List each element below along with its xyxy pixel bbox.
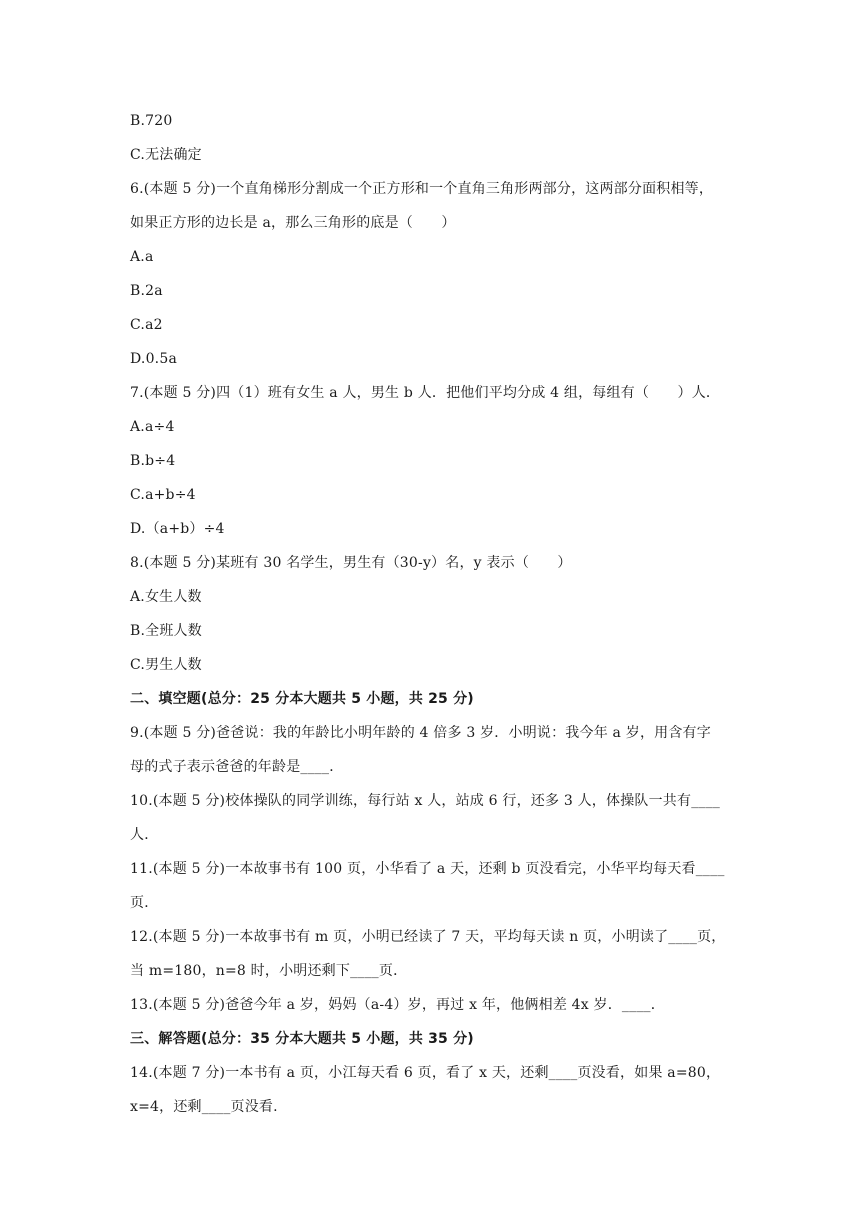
question-text: 10.(本题 5 分)校体操队的同学训练，每行站 x 人，站成 6 行，还多 3 人，体操队一共有____ <box>130 793 721 809</box>
section-heading: 三、解答题(总分：35 分本大题共 5 小题，共 35 分) <box>130 1031 474 1047</box>
option-text: A.女生人数 <box>130 589 202 605</box>
question-text: 11.(本题 5 分)一本故事书有 100 页，小华看了 a 天，还剩 b 页没看完，小华平均每天看____ <box>130 861 725 877</box>
option-text: D.0.5a <box>130 351 177 367</box>
option-text: A.a <box>130 249 154 265</box>
question-text: x=4，还剩____页没看. <box>130 1099 278 1115</box>
question-text: 人． <box>130 827 159 843</box>
question-text: 12.(本题 5 分)一本故事书有 m 页，小明已经读了 7 天，平均每天读 n 页，小明读了____页， <box>130 929 726 945</box>
option-text: B.全班人数 <box>130 623 202 639</box>
option-text: C.a2 <box>130 317 163 333</box>
question-text: 13.(本题 5 分)爸爸今年 a 岁，妈妈（a-4）岁，再过 x 年，他俩相差 4x 岁．____． <box>130 997 665 1013</box>
question-text: 当 m=180，n=8 时，小明还剩下____页． <box>130 963 408 979</box>
question-text: 14.(本题 7 分)一本书有 a 页，小江每天看 6 页，看了 x 天，还剩____页没看，如果 a=80， <box>130 1065 721 1081</box>
question-text: 8.(本题 5 分)某班有 30 名学生，男生有（30-y）名，y 表示（ ） <box>130 555 572 571</box>
option-text: B.b÷4 <box>130 453 176 469</box>
document-page <box>130 104 750 1124</box>
option-text: D.（a+b）÷4 <box>130 521 225 537</box>
question-text: 9.(本题 5 分)爸爸说：我的年龄比小明年龄的 4 倍多 3 岁．小明说：我今年 a 岁，用含有字 <box>130 725 711 741</box>
question-text: 7.(本题 5 分)四（1）班有女生 a 人，男生 b 人．把他们平均分成 4 组，每组有（ ）人． <box>130 385 721 401</box>
option-text: C.a+b÷4 <box>130 487 196 503</box>
option-text: B.720 <box>130 113 173 129</box>
option-text: C.无法确定 <box>130 147 202 163</box>
question-text: 如果正方形的边长是 a，那么三角形的底是（ ） <box>130 215 456 231</box>
question-text: 页． <box>130 895 159 911</box>
option-text: A.a÷4 <box>130 419 175 435</box>
option-text: C.男生人数 <box>130 657 202 673</box>
section-heading: 二、填空题(总分：25 分本大题共 5 小题，共 25 分) <box>130 691 474 707</box>
question-text: 母的式子表示爸爸的年龄是____． <box>130 759 344 775</box>
question-text: 6.(本题 5 分)一个直角梯形分割成一个正方形和一个直角三角形两部分，这两部分面积相等， <box>130 181 714 197</box>
option-text: B.2a <box>130 283 163 299</box>
